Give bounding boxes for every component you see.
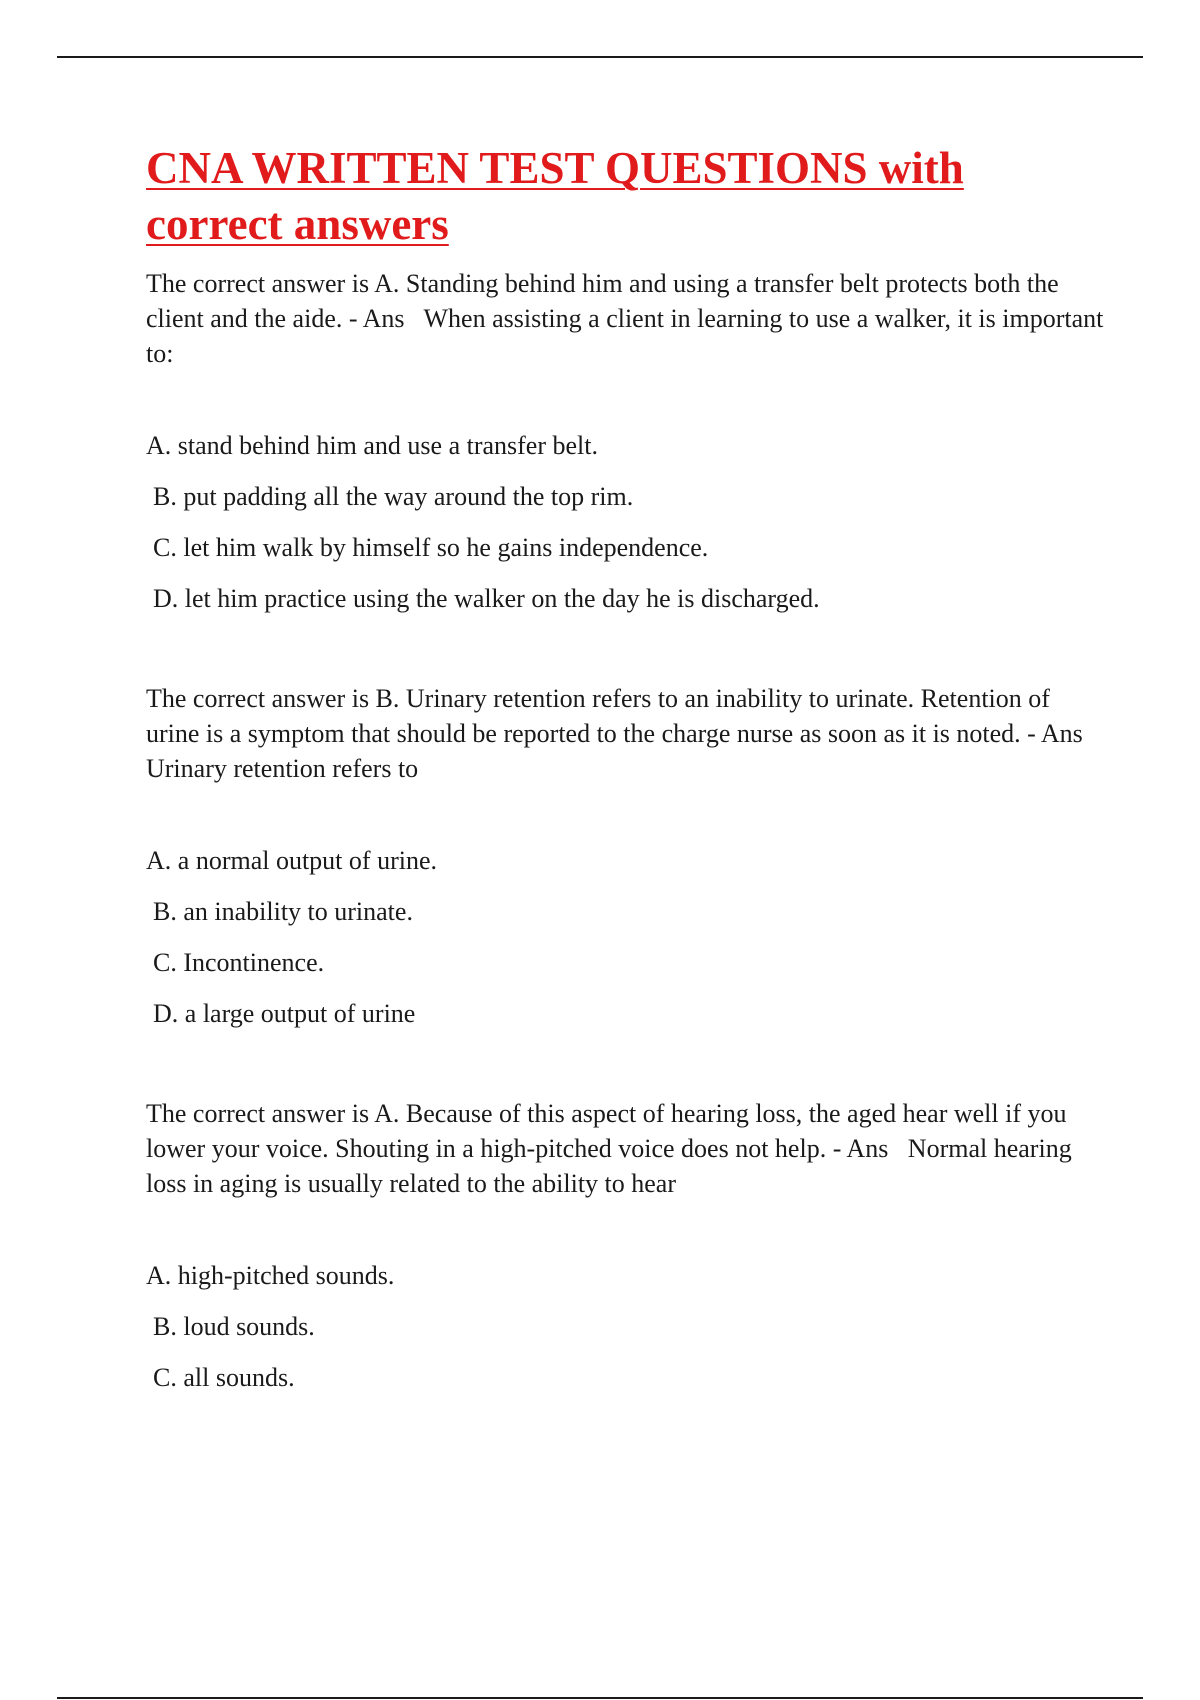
question-1-options: [146, 429, 1106, 633]
question-3-option-c: C. all sounds.: [153, 1363, 295, 1392]
question-1-option-b: B. put padding all the way around the top rim.: [153, 482, 634, 511]
question-3-option-b: B. loud sounds.: [153, 1312, 315, 1341]
question-2-option-b: B. an inability to urinate.: [153, 897, 413, 926]
question-2-option-d: D. a large output of urine: [153, 999, 416, 1028]
question-2-option-a: A. a normal output of urine.: [146, 846, 437, 875]
document-title: CNA WRITTEN TEST QUESTIONS with correct answers: [146, 143, 964, 249]
top-rule: [57, 56, 1143, 58]
question-3-options: [146, 1259, 1106, 1412]
question-3: [146, 1096, 1106, 1412]
question-1-option-d: D. let him practice using the walker on the day he is discharged.: [153, 584, 820, 613]
question-2: [146, 681, 1106, 1048]
question-2-prompt: The correct answer is B. Urinary retention refers to an inability to urinate. Retention of urine is a symptom that should be reported to the charge nurse as soon as it is noted. - Ans Urinary retention refers to: [146, 684, 1103, 783]
question-1-option-a: A. stand behind him and use a transfer belt.: [146, 431, 598, 460]
question-1: [146, 266, 1110, 633]
question-3-prompt: The correct answer is A. Because of this aspect of hearing loss, the aged hear well if you lower your voice. Shouting in a high-pitched voice does not help. - Ans Normal hearing loss in aging is usually related to the ability to hear: [146, 1099, 1079, 1198]
question-2-options: [146, 844, 1106, 1048]
question-1-option-c: C. let him walk by himself so he gains independence.: [153, 533, 709, 562]
bottom-rule: [57, 1697, 1143, 1699]
question-1-prompt: The correct answer is A. Standing behind him and using a transfer belt protects both the client and the aide. - Ans When assisting a client in learning to use a walker, it is important to:: [146, 269, 1110, 368]
question-3-option-a: A. high-pitched sounds.: [146, 1261, 395, 1290]
document-page: [146, 140, 1110, 1412]
question-2-option-c: C. Incontinence.: [153, 948, 325, 977]
